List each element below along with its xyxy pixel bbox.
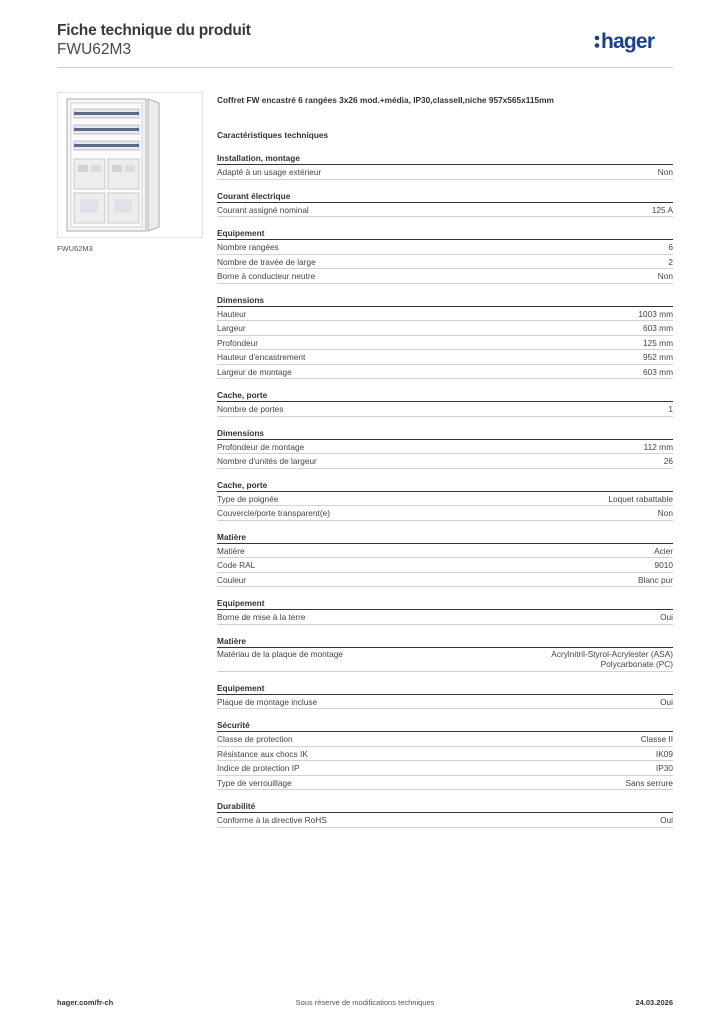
spec-group (217, 479, 673, 521)
spec-group (217, 597, 673, 625)
spec-group (217, 682, 673, 710)
spec-label: Borne de mise à la terre (217, 612, 306, 622)
spec-value: IP30 (655, 763, 673, 773)
spec-label: Type de poignée (217, 493, 279, 504)
spec-label: Adapté à un usage extérieur (217, 167, 322, 177)
spec-row (217, 454, 673, 469)
spec-label: Nombre d'unités de largeur (217, 456, 317, 466)
spec-label: Code RAL (217, 560, 256, 570)
spec-label: Nombre de travée de large (217, 256, 316, 267)
spec-row (217, 307, 673, 322)
spec-label: Courant assigné nominal (217, 204, 309, 215)
spec-row (217, 761, 673, 776)
spec-row (217, 402, 673, 417)
spec-row (217, 573, 673, 588)
spec-group-title: Dimensions (217, 294, 673, 307)
hager-logo (593, 27, 673, 53)
spec-value: 952 mm (643, 352, 673, 362)
spec-value: Sans serrure (625, 777, 673, 788)
spec-label: Plaque de montage incluse (217, 696, 318, 707)
spec-row (217, 506, 673, 521)
spec-group-title: Equipement (217, 227, 673, 240)
spec-row (217, 747, 673, 762)
spec-row (217, 610, 673, 625)
spec-group (217, 190, 673, 218)
spec-group-title: Matière (217, 531, 673, 544)
spec-label: Hauteur d'encastrement (217, 352, 306, 362)
spec-group (217, 227, 673, 284)
spec-label: Profondeur de montage (217, 441, 305, 452)
spec-value: 125 mm (643, 337, 673, 348)
spec-group-title: Courant électrique (217, 190, 673, 203)
spec-label: Largeur (217, 323, 246, 333)
spec-group (217, 800, 673, 828)
spec-value: 603 mm (643, 323, 673, 333)
spec-value: Acrylnitril-Styrol-Acrylester (ASA) Polycarbonate (PC) (551, 648, 673, 669)
spec-row (217, 365, 673, 380)
spec-row (217, 813, 673, 828)
spec-value: Oui (660, 696, 673, 707)
spec-group-title: Equipement (217, 682, 673, 695)
spec-row (217, 440, 673, 455)
spec-value: Acier (654, 545, 673, 556)
spec-group-title: Equipement (217, 597, 673, 610)
spec-value: 2 (668, 256, 673, 267)
spec-label: Largeur de montage (217, 366, 292, 377)
spec-row (217, 695, 673, 710)
spec-group-title: Cache, porte (217, 479, 673, 492)
spec-label: Résistance aux chocs IK (217, 748, 308, 759)
spec-value: Oui (660, 815, 673, 825)
spec-groups (217, 152, 673, 828)
spec-group (217, 531, 673, 588)
spec-value: Blanc pur (637, 574, 673, 585)
spec-group-title: Matière (217, 635, 673, 648)
spec-group-title: Dimensions (217, 427, 673, 440)
spec-group (217, 427, 673, 469)
spec-group (217, 294, 673, 380)
product-image (57, 92, 203, 238)
spec-group (217, 389, 673, 417)
spec-value: Non (657, 271, 673, 281)
spec-group-title: Durabilité (217, 800, 673, 813)
spec-value: Non (657, 167, 673, 177)
spec-value: IK09 (655, 748, 673, 759)
spec-row (217, 350, 673, 365)
page-title: Fiche technique du produit (57, 22, 251, 39)
spec-label: Couleur (217, 574, 247, 585)
spec-row (217, 165, 673, 180)
spec-row (217, 203, 673, 218)
spec-value: Non (657, 508, 673, 518)
spec-row (217, 240, 673, 255)
spec-label: Profondeur (217, 337, 259, 348)
spec-row (217, 558, 673, 573)
spec-label: Matière (217, 545, 245, 556)
footer-date: 24.03.2026 (635, 998, 673, 1007)
footer-disclaimer: Sous réserve de modifications techniques (295, 998, 435, 1007)
spec-label: Matériau de la plaque de montage (217, 648, 343, 659)
spec-row (217, 255, 673, 270)
product-description: Coffret FW encastré 6 rangées 3x26 mod.+média, IP30,classeII,niche 957x565x115mm (217, 95, 554, 105)
footer-website: hager.com/fr-ch (57, 998, 114, 1007)
enclosure-cabinet-illustration (58, 93, 202, 237)
spec-value: 603 mm (643, 366, 673, 377)
spec-value: Oui (660, 612, 673, 622)
spec-label: Hauteur (217, 308, 247, 319)
spec-group-title: Installation, montage (217, 152, 673, 165)
spec-value: 1003 mm (638, 308, 673, 319)
specs-heading: Caractéristiques techniques (217, 130, 329, 140)
spec-label: Classe de protection (217, 734, 293, 744)
image-caption: FWU62M3 (57, 244, 93, 253)
page-header (57, 20, 673, 68)
spec-row (217, 269, 673, 284)
spec-label: Nombre de portes (217, 404, 284, 414)
spec-label: Couvercle/porte transparent(e) (217, 508, 330, 518)
spec-group (217, 635, 673, 672)
spec-value: 112 mm (643, 441, 673, 452)
spec-label: Indice de protection IP (217, 763, 300, 773)
spec-label: Type de verrouillage (217, 777, 292, 788)
specification-section (217, 95, 673, 838)
spec-value: Loquet rabattable (608, 493, 673, 504)
spec-group-title: Cache, porte (217, 389, 673, 402)
spec-row (217, 321, 673, 336)
spec-value: Classe II (640, 734, 673, 744)
spec-label: Conforme à la directive RoHS (217, 815, 327, 825)
spec-label: Nombre rangées (217, 242, 279, 252)
spec-value: 1 (668, 404, 673, 414)
logo-wordmark: hager (601, 30, 655, 53)
spec-row (217, 336, 673, 351)
spec-row (217, 492, 673, 507)
spec-value: 9010 (654, 560, 673, 570)
spec-group-title: Sécurité (217, 719, 673, 732)
spec-row (217, 648, 673, 672)
spec-row (217, 544, 673, 559)
product-reference: FWU62M3 (57, 41, 132, 58)
spec-row (217, 776, 673, 791)
spec-row (217, 732, 673, 747)
spec-group (217, 719, 673, 790)
spec-group (217, 152, 673, 180)
spec-value: 26 (663, 456, 673, 466)
spec-value: 125 A (651, 204, 673, 215)
spec-label: Borne à conducteur neutre (217, 271, 316, 281)
spec-value: 6 (668, 242, 673, 252)
